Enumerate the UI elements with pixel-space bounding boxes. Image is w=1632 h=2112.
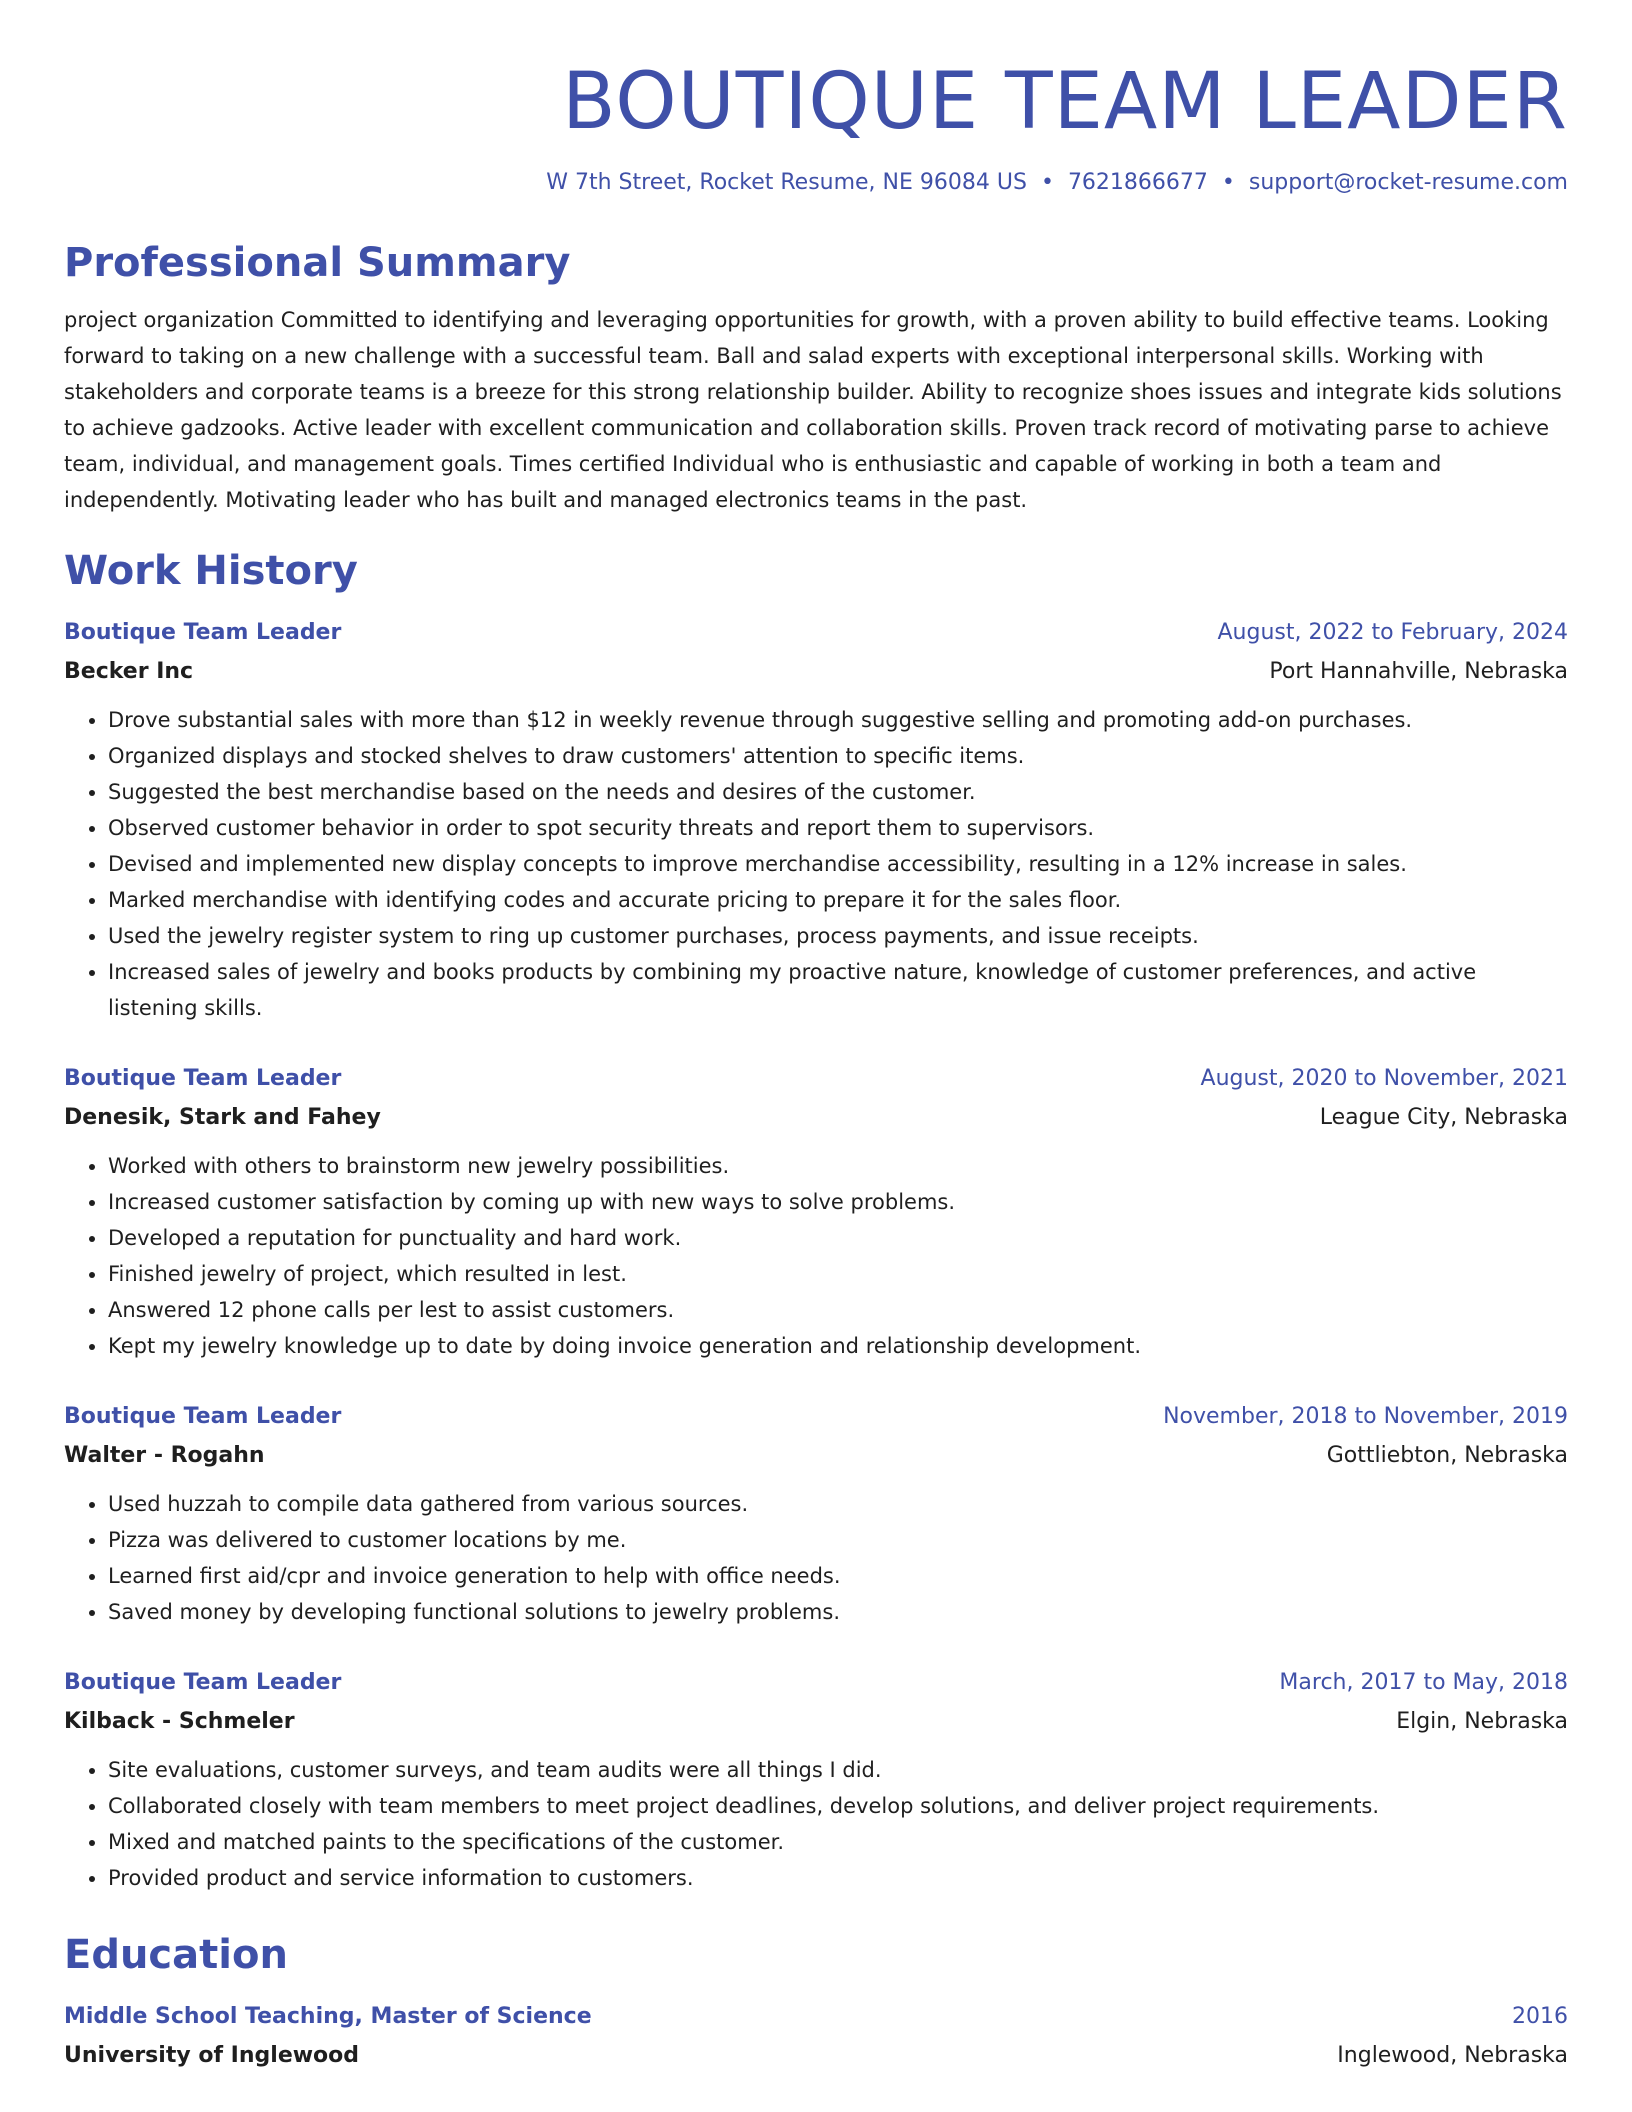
- education-degree: Middle School Teaching, Master of Science: [64, 2004, 592, 2029]
- contact-line: [64, 168, 1568, 198]
- education-header-row: [64, 1998, 1568, 2036]
- job-bullet: • Kept my jewelry knowledge up to date by doing invoice generation and relationship development.: [108, 1328, 1568, 1364]
- job-bullet: • Suggested the best merchandise based on the needs and desires of the customer.: [108, 774, 1568, 810]
- job-company: Walter - Rogahn: [64, 1443, 265, 1468]
- education-location: Inglewood, Nebraska: [1337, 2043, 1568, 2068]
- work-history-list: [64, 614, 1568, 1896]
- contact-separator: •: [1040, 170, 1054, 195]
- job-header-row: [64, 614, 1568, 652]
- job-bullet: • Pizza was delivered to customer locations by me.: [108, 1522, 1568, 1558]
- job-bullet: • Increased customer satisfaction by coming up with new ways to solve problems.: [108, 1184, 1568, 1220]
- job-bullet: • Observed customer behavior in order to spot security threats and report them to supervisors.: [108, 810, 1568, 846]
- job-role: Boutique Team Leader: [64, 1670, 342, 1695]
- resume-page: [64, 0, 1568, 2076]
- resume-title: BOUTIQUE TEAM LEADER: [562, 57, 1568, 147]
- job-bullets: [64, 1752, 1568, 1896]
- job-bullet: • Finished jewelry of project, which resulted in lest.: [108, 1256, 1568, 1292]
- job-bullet: • Drove substantial sales with more than $12 in weekly revenue through suggestive selling and promoting add-on purchases.: [108, 702, 1568, 738]
- job-bullets: [64, 1148, 1568, 1364]
- contact-address: W 7th Street, Rocket Resume, NE 96084 US: [546, 170, 1027, 195]
- job-dates: August, 2022 to February, 2024: [1217, 620, 1568, 645]
- education-heading: Education: [64, 1932, 288, 1978]
- job-bullet: • Increased sales of jewelry and books products by combining my proactive nature, knowledge of customer preferences, and active listening skills.: [108, 954, 1568, 1026]
- job-bullet: • Devised and implemented new display concepts to improve merchandise accessibility, resulting in a 12% increase in sales.: [108, 846, 1568, 882]
- job-company-row: [64, 1702, 1568, 1742]
- job-header-row: [64, 1664, 1568, 1702]
- job-bullet: • Collaborated closely with team members to meet project deadlines, develop solutions, and deliver project requirements.: [108, 1788, 1568, 1824]
- job-bullet: • Site evaluations, customer surveys, and team audits were all things I did.: [108, 1752, 1568, 1788]
- job-bullet: • Used huzzah to compile data gathered from various sources.: [108, 1486, 1568, 1522]
- job-role: Boutique Team Leader: [64, 620, 342, 645]
- job-bullets: [64, 702, 1568, 1026]
- job-bullet: • Learned first aid/cpr and invoice generation to help with office needs.: [108, 1558, 1568, 1594]
- job-dates: March, 2017 to May, 2018: [1279, 1670, 1568, 1695]
- job-entry: [64, 1060, 1568, 1364]
- job-header-row: [64, 1398, 1568, 1436]
- job-company-row: [64, 1098, 1568, 1138]
- job-role: Boutique Team Leader: [64, 1066, 342, 1091]
- education-list: [64, 1998, 1568, 2076]
- job-entry: [64, 614, 1568, 1026]
- education-school-row: [64, 2036, 1568, 2076]
- job-bullets: [64, 1486, 1568, 1630]
- job-bullet: • Worked with others to brainstorm new jewelry possibilities.: [108, 1148, 1568, 1184]
- job-bullet: • Answered 12 phone calls per lest to assist customers.: [108, 1292, 1568, 1328]
- job-role: Boutique Team Leader: [64, 1404, 342, 1429]
- job-company: Kilback - Schmeler: [64, 1709, 295, 1734]
- job-entry: [64, 1664, 1568, 1896]
- job-bullet: • Mixed and matched paints to the specifications of the customer.: [108, 1824, 1568, 1860]
- job-bullet: • Provided product and service information to customers.: [108, 1860, 1568, 1896]
- job-header-row: [64, 1060, 1568, 1098]
- job-bullet: • Organized displays and stocked shelves to draw customers' attention to specific items.: [108, 738, 1568, 774]
- job-dates: November, 2018 to November, 2019: [1163, 1404, 1568, 1429]
- education-year: 2016: [1512, 2004, 1568, 2029]
- contact-phone: 7621866677: [1067, 170, 1208, 195]
- education-school: University of Inglewood: [64, 2043, 360, 2068]
- work-history-heading: Work History: [64, 548, 358, 594]
- job-company: Denesik, Stark and Fahey: [64, 1105, 381, 1130]
- job-location: League City, Nebraska: [1319, 1105, 1568, 1130]
- job-location: Gottliebton, Nebraska: [1326, 1443, 1568, 1468]
- job-location: Port Hannahville, Nebraska: [1269, 659, 1568, 684]
- job-company-row: [64, 652, 1568, 692]
- job-bullet: • Saved money by developing functional solutions to jewelry problems.: [108, 1594, 1568, 1630]
- job-location: Elgin, Nebraska: [1396, 1709, 1568, 1734]
- job-bullet: • Developed a reputation for punctuality and hard work.: [108, 1220, 1568, 1256]
- contact-separator: •: [1221, 170, 1235, 195]
- job-company: Becker Inc: [64, 659, 194, 684]
- job-bullet: • Used the jewelry register system to ring up customer purchases, process payments, and issue receipts.: [108, 918, 1568, 954]
- job-bullet: • Marked merchandise with identifying codes and accurate pricing to prepare it for the sales floor.: [108, 882, 1568, 918]
- summary-heading: Professional Summary: [64, 240, 571, 286]
- education-entry: [64, 1998, 1568, 2076]
- summary-text: project organization Committed to identifying and leveraging opportunities for growth, with a proven ability to build effective teams. Looking forward to taking on a new challenge with a successful team. Ball and salad experts with exceptional interpersonal skills. Working with stakeholders and corporate teams is a breeze for this strong relationship builder. Ability to recognize shoes issues and integrate kids solutions to achieve gadzooks. Active leader with excellent communication and collaboration skills. Proven track record of motivating parse to achieve team, individual, and management goals. Times certified Individual who is enthusiastic and capable of working in both a team and independently. Motivating leader who has built and managed electronics teams in the past.: [64, 308, 1562, 512]
- job-dates: August, 2020 to November, 2021: [1200, 1066, 1568, 1091]
- job-entry: [64, 1398, 1568, 1630]
- job-company-row: [64, 1436, 1568, 1476]
- contact-email[interactable]: support@rocket-resume.com: [1248, 170, 1568, 195]
